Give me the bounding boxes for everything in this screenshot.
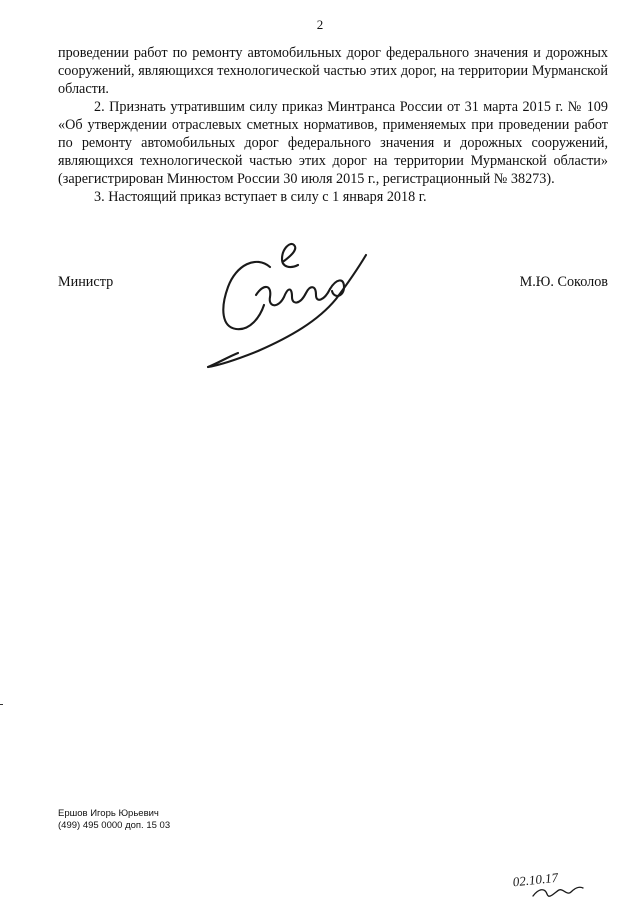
document-body (58, 44, 608, 206)
handwritten-initials (533, 887, 583, 896)
handwritten-date-note (505, 862, 605, 902)
executor-phone: (499) 495 0000 доп. 15 03 (58, 820, 171, 831)
position-title: Министр (58, 274, 114, 290)
paragraph-item-3: 3. Настоящий приказ вступает в силу с 1 января 2018 г. (94, 189, 427, 205)
scan-edge-mark (0, 700, 4, 712)
page-number: 2 (316, 17, 324, 32)
paragraph-item-2: 2. Признать утратившим силу приказ Минтранса России от 31 марта 2015 г. № 109 «Об утверждении отраслевых сметных нормативов, применяемых при проведении работ по ремонту автомобильных дорог федерального значения и дорожных сооружений, являющихся технологической частью этих дорог на территории Мурманской области» (зарегистрирован Минюстом России 30 июля 2015 г., регистрационный № 38273). (58, 99, 608, 187)
handwritten-date: 02.10.17 (511, 869, 559, 890)
executor-name: Ершов Игорь Юрьевич (58, 808, 159, 819)
signatory-name: М.Ю. Соколов (519, 274, 608, 290)
paragraph-continuation: проведении работ по ремонту автомобильных дорог федерального значения и дорожных сооружений, являющихся технологической частью этих дорог, на территории Мурманской области. (58, 45, 608, 97)
handwritten-signature (198, 225, 378, 375)
executor-info (58, 808, 170, 832)
